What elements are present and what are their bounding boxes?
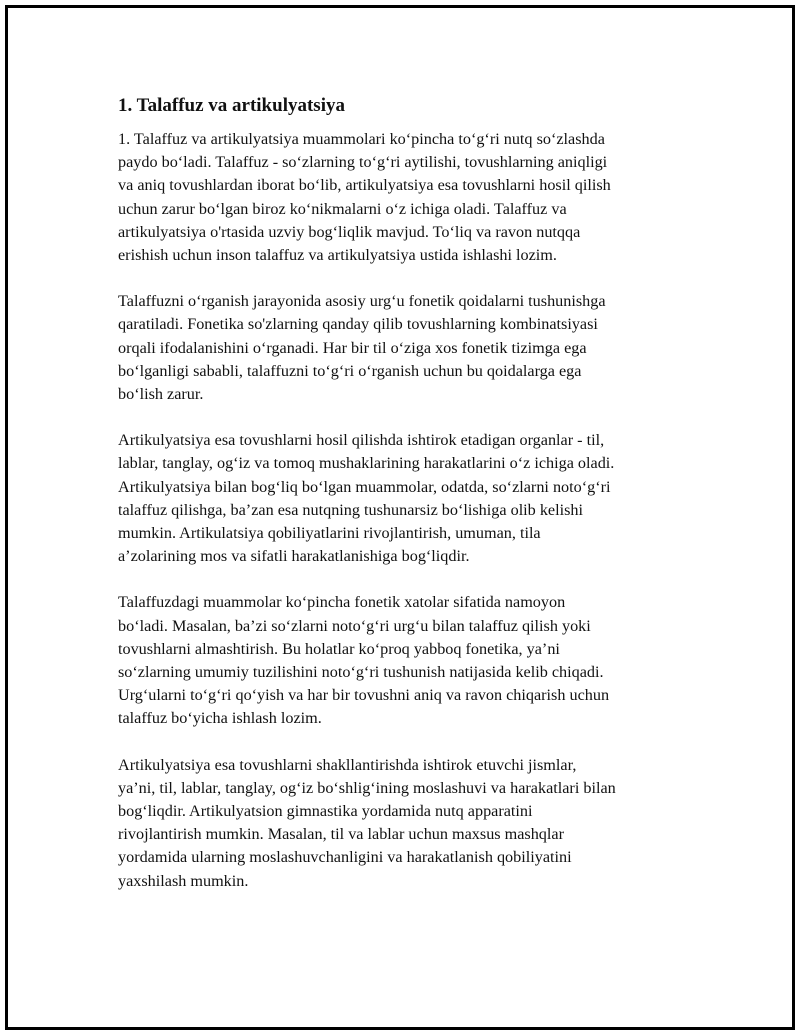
text-line: va aniq tovushlardan iborat bo‘lib, artikulyatsiya esa tovushlarni hosil qilish	[118, 176, 611, 195]
document-body	[118, 94, 698, 916]
text-line: Talaffuzdagi muammolar ko‘pincha fonetik xatolar sifatida namoyon	[118, 593, 566, 612]
text-line: mumkin. Artikulatsiya qobiliyatlarini rivojlantirish, umuman, tila	[118, 524, 541, 543]
text-line: 1. Talaffuz va artikulyatsiya muammolari ko‘pincha to‘g‘ri nutq so‘zlashda	[118, 130, 605, 148]
text-line: yaxshilash mumkin.	[118, 871, 249, 890]
text-line: lablar, tanglay, og‘iz va tomoq mushaklarining harakatlarini o‘z ichiga oladi.	[118, 454, 615, 473]
section-heading: 1. Talaffuz va artikulyatsiya	[118, 95, 345, 116]
text-line: so‘zlarning umumiy tuzilishini noto‘g‘ri tushunish natijasida kelib chiqadi.	[118, 663, 604, 682]
text-line: talaffuz bo‘yicha ishlash lozim.	[118, 709, 322, 728]
text-line: Artikulyatsiya bilan bog‘liq bo‘lgan muammolar, odatda, so‘zlarni noto‘g‘ri	[118, 477, 611, 496]
text-line: yordamida ularning moslashuvchanligini va harakatlanish qobiliyatini	[118, 848, 572, 867]
text-line: artikulyatsiya o'rtasida uzviy bog‘liqlik mavjud. To‘liq va ravon nutqqa	[118, 222, 581, 241]
text-line: paydo bo‘ladi. Talaffuz - so‘zlarning to‘g‘ri aytilishi, tovushlarning aniqligi	[118, 153, 608, 172]
paragraph-3	[118, 429, 698, 568]
text-line: Talaffuzni o‘rganish jarayonida asosiy urg‘u fonetik qoidalarni tushunishga	[118, 292, 606, 311]
paragraph-5	[118, 754, 698, 893]
text-line: talaffuz qilishga, ba’zan esa nutqning tushunarsiz bo‘lishiga olib kelishi	[118, 500, 583, 519]
text-line: bo‘ladi. Masalan, ba’zi so‘zlarni noto‘g‘ri urg‘u bilan talaffuz qilish yoki	[118, 616, 591, 635]
paragraph-2	[118, 290, 698, 406]
text-line: qaratiladi. Fonetika so'zlarning qanday qilib tovushlarning kombinatsiyasi	[118, 315, 598, 334]
text-line: orqali ifodalanishini o‘rganadi. Har bir til o‘ziga xos fonetik tizimga ega	[118, 338, 587, 357]
text-line: bog‘liqdir. Artikulyatsion gimnastika yordamida nutq apparatini	[118, 802, 533, 821]
text-line: bo‘lganligi sababli, talaffuzni to‘g‘ri o‘rganish uchun bu qoidalarga ega	[118, 361, 582, 380]
paragraph-1	[118, 128, 698, 267]
text-line: uchun zarur bo‘lgan biroz ko‘nikmalarni o‘z ichiga oladi. Talaffuz va	[118, 199, 567, 218]
text-line: a’zolarining mos va sifatli harakatlanishiga bog‘liqdir.	[118, 547, 470, 566]
text-line: Artikulyatsiya esa tovushlarni hosil qilishda ishtirok etadigan organlar - til,	[118, 431, 605, 450]
text-line: rivojlantirish mumkin. Masalan, til va lablar uchun maxsus mashqlar	[118, 825, 564, 844]
text-line: bo‘lish zarur.	[118, 385, 204, 404]
text-line: ya’ni, til, lablar, tanglay, og‘iz bo‘shlig‘ining moslashuvi va harakatlari bilan	[118, 778, 616, 797]
text-line: Artikulyatsiya esa tovushlarni shakllantirishda ishtirok etuvchi jismlar,	[118, 755, 577, 774]
paragraph-4	[118, 591, 698, 730]
text-line: Urg‘ularni to‘g‘ri qo‘yish va har bir tovushni aniq va ravon chiqarish uchun	[118, 686, 610, 705]
text-line: tovushlarni almashtirish. Bu holatlar ko‘proq yabboq fonetika, ya’ni	[118, 639, 560, 658]
text-line: erishish uchun inson talaffuz va artikulyatsiya ustida ishlashi lozim.	[118, 246, 557, 265]
